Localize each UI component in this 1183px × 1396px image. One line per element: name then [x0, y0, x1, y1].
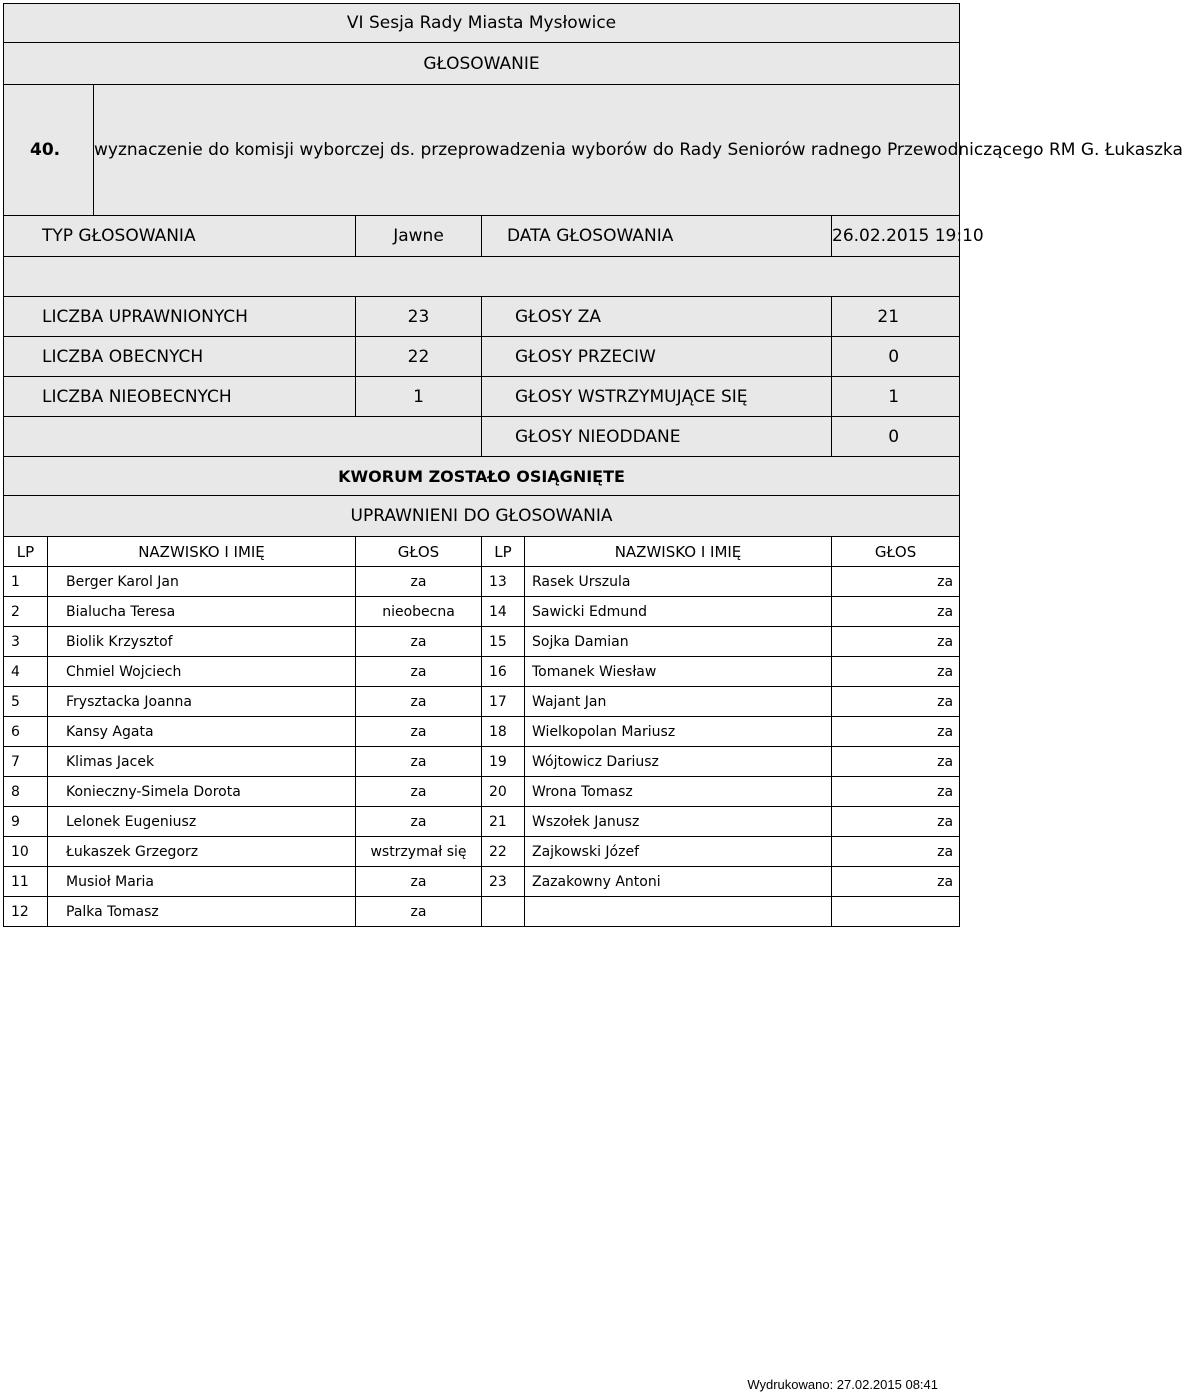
- voter-name: Wrona Tomasz: [525, 777, 832, 807]
- voter-lp: [482, 897, 525, 927]
- voter-vote: za: [356, 807, 482, 837]
- voter-vote: za: [832, 597, 960, 627]
- voter-vote: za: [832, 717, 960, 747]
- votes-notcast-value: 0: [832, 417, 960, 457]
- table-row: [4, 717, 960, 747]
- voter-vote: za: [832, 747, 960, 777]
- voter-lp: 10: [4, 837, 48, 867]
- present-value: 22: [356, 337, 482, 377]
- voter-lp: 15: [482, 627, 525, 657]
- voter-name: Wójtowicz Dariusz: [525, 747, 832, 777]
- voter-lp: 4: [4, 657, 48, 687]
- table-row: [4, 777, 960, 807]
- voter-lp: 19: [482, 747, 525, 777]
- table-row: [4, 657, 960, 687]
- voter-vote: za: [832, 627, 960, 657]
- table-row: [4, 687, 960, 717]
- voter-vote: za: [832, 657, 960, 687]
- voter-lp: 18: [482, 717, 525, 747]
- voter-vote: nieobecna: [356, 597, 482, 627]
- vote-topic: wyznaczenie do komisji wyborczej ds. przeprowadzenia wyborów do Rady Seniorów radnego Przewodniczącego RM G. Łukaszka: [94, 85, 960, 216]
- table-row: [4, 747, 960, 777]
- vote-date-label: DATA GŁOSOWANIA: [482, 216, 832, 257]
- voter-lp: 21: [482, 807, 525, 837]
- table-row: [4, 807, 960, 837]
- voter-lp: 16: [482, 657, 525, 687]
- votes-against-label: GŁOSY PRZECIW: [482, 337, 832, 377]
- voter-lp: 6: [4, 717, 48, 747]
- voter-lp: 14: [482, 597, 525, 627]
- voter-vote: za: [356, 687, 482, 717]
- voter-lp: 23: [482, 867, 525, 897]
- voter-name: Zajkowski Józef: [525, 837, 832, 867]
- voter-name: Lelonek Eugeniusz: [48, 807, 356, 837]
- voter-name: Sawicki Edmund: [525, 597, 832, 627]
- voter-name: Wszołek Janusz: [525, 807, 832, 837]
- voter-lp: 5: [4, 687, 48, 717]
- votes-for-value: 21: [832, 297, 960, 337]
- session-title: VI Sesja Rady Miasta Mysłowice: [4, 4, 960, 43]
- voter-lp: 17: [482, 687, 525, 717]
- voter-name: Klimas Jacek: [48, 747, 356, 777]
- voter-name: Biolik Krzysztof: [48, 627, 356, 657]
- voting-report-table: [3, 3, 1183, 927]
- voter-vote: za: [356, 717, 482, 747]
- voter-name: Wajant Jan: [525, 687, 832, 717]
- voter-name: [525, 897, 832, 927]
- voter-vote: za: [832, 837, 960, 867]
- present-label: LICZBA OBECNYCH: [4, 337, 356, 377]
- voter-list: [4, 567, 960, 927]
- voter-name: Konieczny-Simela Dorota: [48, 777, 356, 807]
- votes-against-value: 0: [832, 337, 960, 377]
- table-row: [4, 837, 960, 867]
- voter-vote: [832, 897, 960, 927]
- col-lp-right: LP: [482, 537, 525, 567]
- voter-lp: 9: [4, 807, 48, 837]
- spacer-row: [4, 257, 960, 297]
- voter-name: Tomanek Wiesław: [525, 657, 832, 687]
- voter-vote: za: [832, 777, 960, 807]
- absent-value: 1: [356, 377, 482, 417]
- voter-name: Chmiel Wojciech: [48, 657, 356, 687]
- voter-name: Musioł Maria: [48, 867, 356, 897]
- col-name-right: NAZWISKO I IMIĘ: [525, 537, 832, 567]
- voter-lp: 12: [4, 897, 48, 927]
- voter-lp: 22: [482, 837, 525, 867]
- voter-vote: za: [356, 627, 482, 657]
- votes-abstain-label: GŁOSY WSTRZYMUJĄCE SIĘ: [482, 377, 832, 417]
- voter-name: Palka Tomasz: [48, 897, 356, 927]
- voters-title: UPRAWNIENI DO GŁOSOWANIA: [4, 496, 960, 537]
- voter-name: Kansy Agata: [48, 717, 356, 747]
- voter-name: Rasek Urszula: [525, 567, 832, 597]
- voter-lp: 13: [482, 567, 525, 597]
- voter-vote: za: [356, 567, 482, 597]
- table-row: [4, 567, 960, 597]
- voter-lp: 20: [482, 777, 525, 807]
- voter-lp: 3: [4, 627, 48, 657]
- voter-vote: za: [356, 657, 482, 687]
- voter-lp: 2: [4, 597, 48, 627]
- table-row: [4, 897, 960, 927]
- vote-number: 40.: [4, 85, 94, 216]
- voter-vote: za: [832, 807, 960, 837]
- table-row: [4, 597, 960, 627]
- eligible-label: LICZBA UPRAWNIONYCH: [4, 297, 356, 337]
- quorum-status: KWORUM ZOSTAŁO OSIĄGNIĘTE: [4, 457, 960, 496]
- col-lp-left: LP: [4, 537, 48, 567]
- table-row: [4, 867, 960, 897]
- voter-lp: 11: [4, 867, 48, 897]
- col-name-left: NAZWISKO I IMIĘ: [48, 537, 356, 567]
- printed-timestamp: Wydrukowano: 27.02.2015 08:41: [747, 1377, 938, 1392]
- votes-notcast-label: GŁOSY NIEODDANE: [482, 417, 832, 457]
- voter-vote: za: [356, 777, 482, 807]
- voter-vote: za: [832, 867, 960, 897]
- voter-lp: 1: [4, 567, 48, 597]
- voter-vote: za: [832, 687, 960, 717]
- blank-cell: [4, 417, 482, 457]
- votes-abstain-value: 1: [832, 377, 960, 417]
- voter-vote: za: [832, 567, 960, 597]
- eligible-value: 23: [356, 297, 482, 337]
- voter-vote: za: [356, 897, 482, 927]
- voter-vote: wstrzymał się: [356, 837, 482, 867]
- votes-for-label: GŁOSY ZA: [482, 297, 832, 337]
- voter-vote: za: [356, 867, 482, 897]
- voter-name: Frysztacka Joanna: [48, 687, 356, 717]
- col-vote-right: GŁOS: [832, 537, 960, 567]
- voter-name: Łukaszek Grzegorz: [48, 837, 356, 867]
- voter-name: Berger Karol Jan: [48, 567, 356, 597]
- voter-lp: 7: [4, 747, 48, 777]
- table-row: [4, 627, 960, 657]
- voter-vote: za: [356, 747, 482, 777]
- vote-type-label: TYP GŁOSOWANIA: [4, 216, 356, 257]
- voter-name: Sojka Damian: [525, 627, 832, 657]
- vote-date-value: 26.02.2015 19:10: [832, 216, 960, 257]
- voter-name: Wielkopolan Mariusz: [525, 717, 832, 747]
- voter-name: Zazakowny Antoni: [525, 867, 832, 897]
- section-title: GŁOSOWANIE: [4, 43, 960, 85]
- voter-name: Bialucha Teresa: [48, 597, 356, 627]
- vote-type-value: Jawne: [356, 216, 482, 257]
- col-vote-left: GŁOS: [356, 537, 482, 567]
- voter-lp: 8: [4, 777, 48, 807]
- absent-label: LICZBA NIEOBECNYCH: [4, 377, 356, 417]
